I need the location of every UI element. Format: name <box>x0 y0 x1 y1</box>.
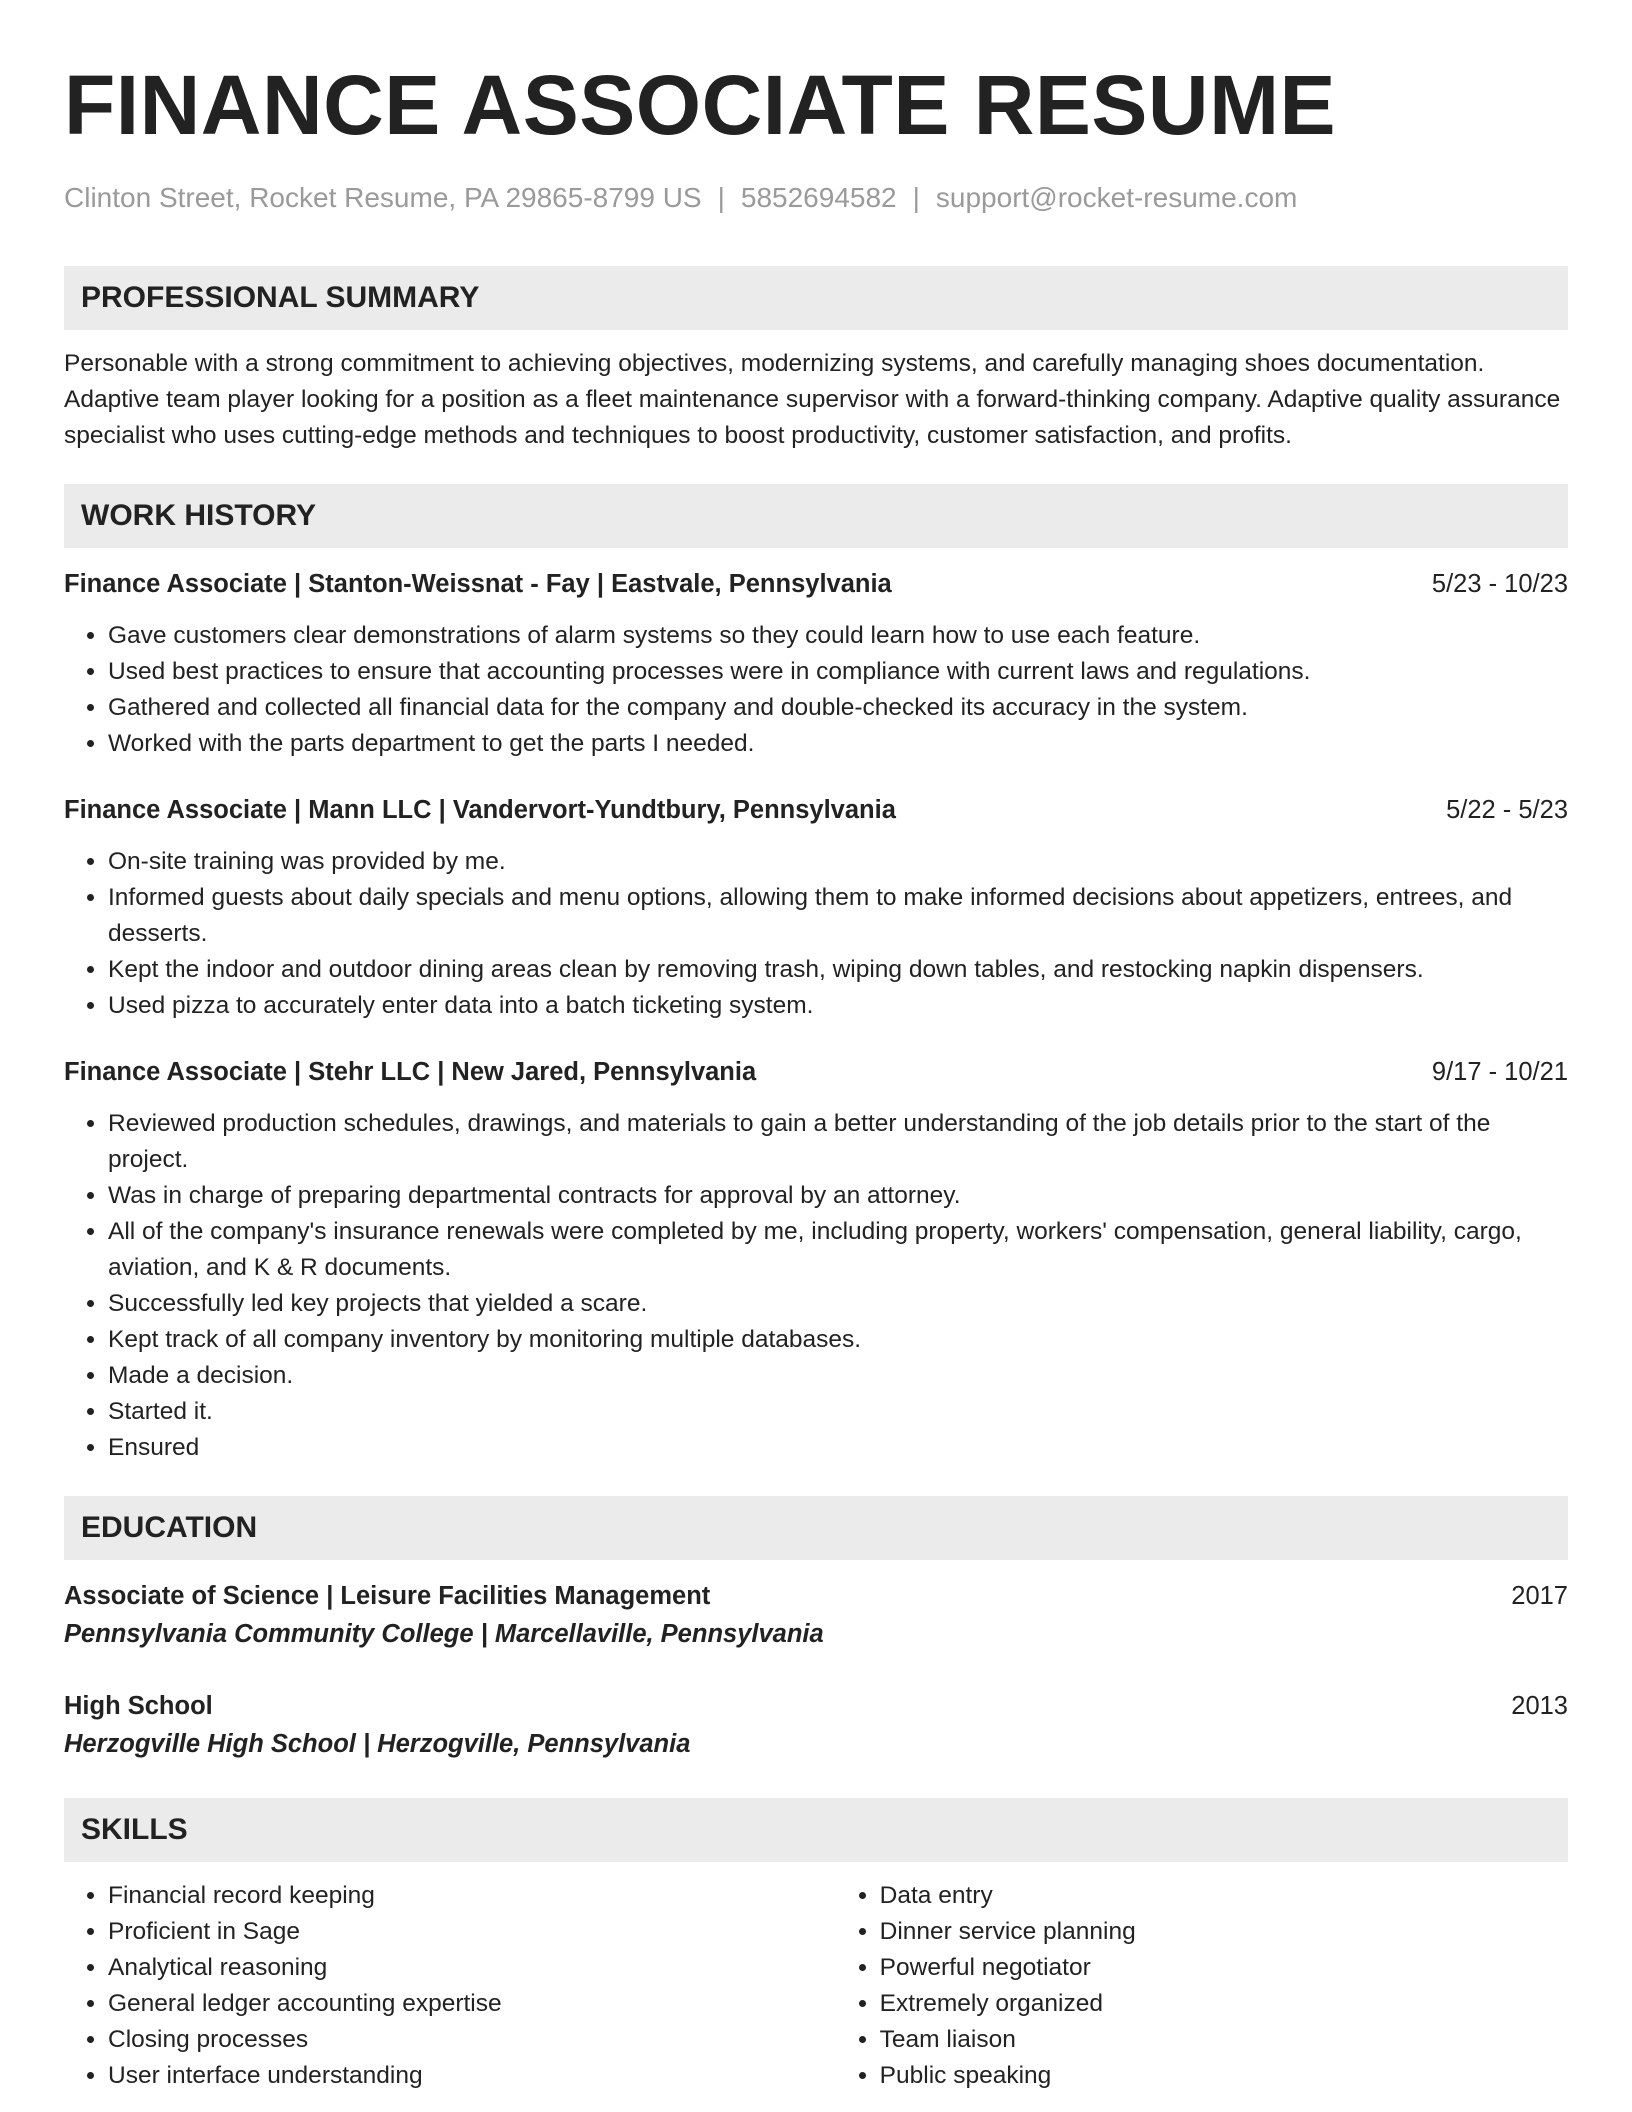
skill-item: • Extremely organized <box>880 1986 1568 2022</box>
skill-item: • Dinner service planning <box>880 1914 1568 1950</box>
list-item: • Reviewed production schedules, drawings, and materials to gain a better understanding of the job details prior to the start of the project. <box>108 1106 1568 1178</box>
skill-item: • Powerful negotiator <box>880 1950 1568 1986</box>
skill-item: • Analytical reasoning <box>108 1950 836 1986</box>
job-bullets <box>64 618 1568 762</box>
list-item: • Was in charge of preparing departmental contracts for approval by an attorney. <box>108 1178 1568 1214</box>
job-header <box>64 1054 1568 1090</box>
job-title: Finance Associate | Mann LLC | Vandervort-Yundtbury, Pennsylvania <box>64 796 896 824</box>
skill-item: • Closing processes <box>108 2022 836 2058</box>
section-header-skills: SKILLS <box>64 1798 1568 1862</box>
education-school: Herzogville High School | Herzogville, Pennsylvania <box>64 1730 691 1758</box>
job-header <box>64 792 1568 828</box>
skill-item: • Financial record keeping <box>108 1878 836 1914</box>
skill-item: • User interface understanding <box>108 2058 836 2094</box>
section-header-work-history: WORK HISTORY <box>64 484 1568 548</box>
skills-column-right <box>836 1878 1568 2094</box>
section-header-summary: PROFESSIONAL SUMMARY <box>64 266 1568 330</box>
education-year: 2017 <box>1511 1582 1568 1610</box>
contact-line <box>64 178 1568 218</box>
education-school: Pennsylvania Community College | Marcellaville, Pennsylvania <box>64 1620 824 1648</box>
list-item: • Gathered and collected all financial data for the company and double-checked its accuracy in the system. <box>108 690 1568 726</box>
list-item: • Used best practices to ensure that accounting processes were in compliance with current laws and regulations. <box>108 654 1568 690</box>
job-dates: 9/17 - 10/21 <box>1431 1058 1568 1086</box>
resume-title: FINANCE ASSOCIATE RESUME <box>64 58 1337 152</box>
education-degree: Associate of Science | Leisure Facilities Management <box>64 1582 711 1610</box>
education-header <box>64 1578 1568 1614</box>
list-item: • Gave customers clear demonstrations of alarm systems so they could learn how to use each feature. <box>108 618 1568 654</box>
job-title: Finance Associate | Stanton-Weissnat - Fay | Eastvale, Pennsylvania <box>64 570 892 598</box>
job-bullets <box>64 1106 1568 1466</box>
list-item: • Informed guests about daily specials and menu options, allowing them to make informed decisions about appetizers, entrees, and desserts. <box>108 880 1568 952</box>
list-item: • Kept track of all company inventory by monitoring multiple databases. <box>108 1322 1568 1358</box>
list-item: • Kept the indoor and outdoor dining areas clean by removing trash, wiping down tables, and restocking napkin dispensers. <box>108 952 1568 988</box>
list-item: • All of the company's insurance renewals were completed by me, including property, workers' compensation, general liability, cargo, aviation, and K & R documents. <box>108 1214 1568 1286</box>
job-entry <box>64 566 1568 762</box>
list-item: • Used pizza to accurately enter data into a batch ticketing system. <box>108 988 1568 1024</box>
contact-separator: | <box>912 182 920 213</box>
section-header-education: EDUCATION <box>64 1496 1568 1560</box>
skills-column-left <box>64 1878 836 2094</box>
skill-item: • Team liaison <box>880 2022 1568 2058</box>
job-bullets <box>64 844 1568 1024</box>
skill-item: • Proficient in Sage <box>108 1914 836 1950</box>
education-header <box>64 1688 1568 1724</box>
skill-item: • Public speaking <box>880 2058 1568 2094</box>
list-item: • Ensured <box>108 1430 1568 1466</box>
contact-address: Clinton Street, Rocket Resume, PA 29865-8799 US <box>64 182 702 213</box>
job-entry <box>64 792 1568 1024</box>
education-entry <box>64 1688 1568 1762</box>
list-item: • Made a decision. <box>108 1358 1568 1394</box>
summary-text: Personable with a strong commitment to achieving objectives, modernizing systems, and carefully managing shoes documentation. Adaptive team player looking for a position as a fleet maintenance supervisor with a forward-thinking company. Adaptive quality assurance specialist who uses cutting-edge methods and techniques to boost productivity, customer satisfaction, and profits. <box>64 350 1561 449</box>
list-item: • Worked with the parts department to get the parts I needed. <box>108 726 1568 762</box>
job-title: Finance Associate | Stehr LLC | New Jared, Pennsylvania <box>64 1058 757 1086</box>
contact-email: support@rocket-resume.com <box>935 182 1298 213</box>
skill-item: • General ledger accounting expertise <box>108 1986 836 2022</box>
contact-separator: | <box>717 182 725 213</box>
job-entry <box>64 1054 1568 1466</box>
skill-item: • Data entry <box>880 1878 1568 1914</box>
education-year: 2013 <box>1511 1692 1568 1720</box>
list-item: • Started it. <box>108 1394 1568 1430</box>
skills-grid <box>64 1878 1568 2094</box>
education-degree: High School <box>64 1692 213 1720</box>
job-dates: 5/23 - 10/23 <box>1431 570 1568 598</box>
education-entry <box>64 1578 1568 1652</box>
contact-phone: 5852694582 <box>740 182 897 213</box>
list-item: • Successfully led key projects that yielded a scare. <box>108 1286 1568 1322</box>
job-dates: 5/22 - 5/23 <box>1446 796 1568 824</box>
list-item: • On-site training was provided by me. <box>108 844 1568 880</box>
job-header <box>64 566 1568 602</box>
